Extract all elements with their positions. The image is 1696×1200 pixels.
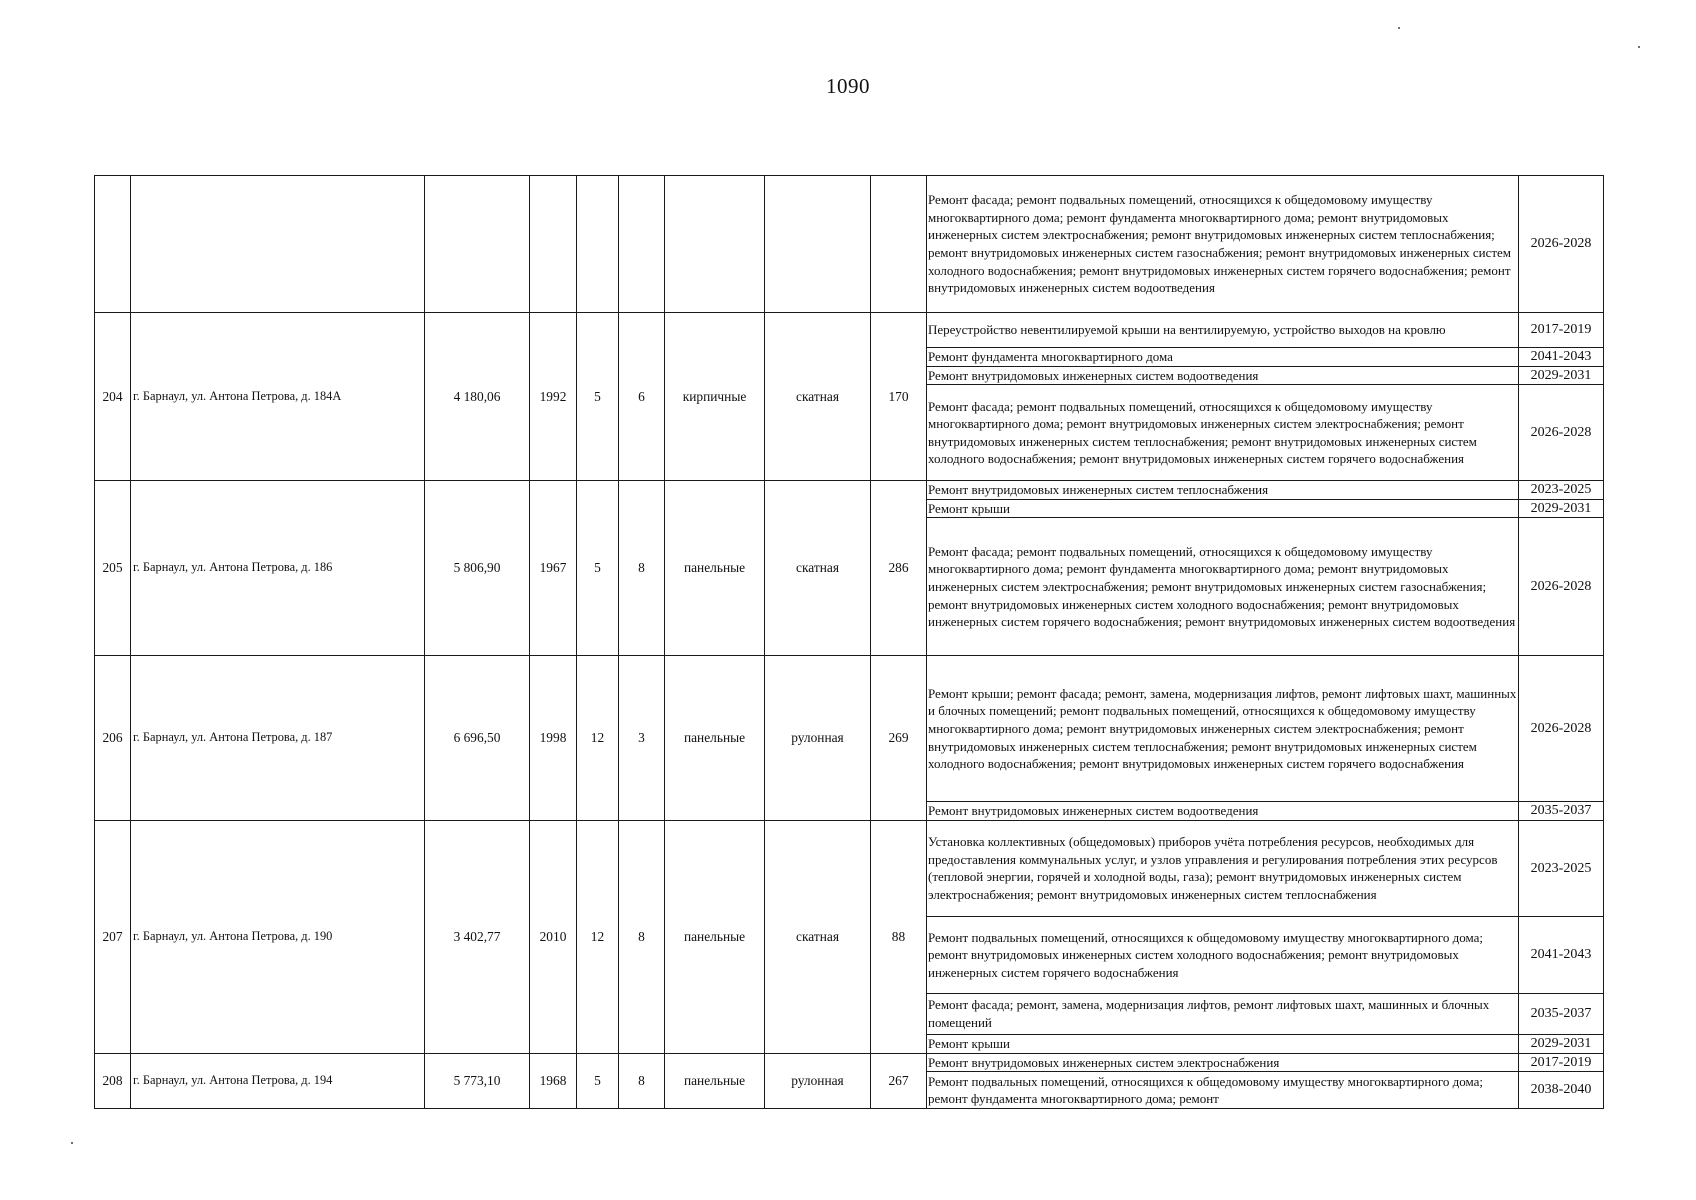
- year-built-cell: 1968: [530, 1053, 577, 1109]
- wall-material-cell: [665, 176, 765, 313]
- residents-cell: 267: [871, 1053, 927, 1109]
- work-period-cell: 2029-2031: [1519, 1034, 1604, 1053]
- row-number-cell: 208: [95, 1053, 131, 1109]
- address-cell: г. Барнаул, ул. Антона Петрова, д. 184А: [131, 313, 425, 481]
- total-area-cell: [425, 176, 530, 313]
- work-description-cell: Ремонт подвальных помещений, относящихся к общедомовому имуществу многоквартирного дома; ремонт фундамента многоквартирного дома; ремонт: [927, 1072, 1519, 1109]
- roof-type-cell: [765, 176, 871, 313]
- wall-material-cell: панельные: [665, 481, 765, 656]
- work-period-cell: 2017-2019: [1519, 1053, 1604, 1072]
- year-built-cell: 1998: [530, 656, 577, 821]
- floors-cell: 12: [577, 820, 619, 1053]
- row-number-cell: 207: [95, 820, 131, 1053]
- address-cell: г. Барнаул, ул. Антона Петрова, д. 186: [131, 481, 425, 656]
- work-description-cell: Ремонт крыши; ремонт фасада; ремонт, замена, модернизация лифтов, ремонт лифтовых шахт, машинных и блочных помещений; ремонт подвальных помещений, относящихся к общедомовому имуществу многоквартирного дома; ремонт внутридомовых инженерных систем электроснабжения; ремонт внутридомовых инженерных систем теплоснабжения; ремонт внутридомовых инженерных систем холодного водоснабжения; ремонт внутридомовых инженерных систем горячего водоснабжения: [927, 656, 1519, 802]
- roof-type-cell: скатная: [765, 820, 871, 1053]
- year-built-cell: 1992: [530, 313, 577, 481]
- residents-cell: 286: [871, 481, 927, 656]
- address-cell: г. Барнаул, ул. Антона Петрова, д. 194: [131, 1053, 425, 1109]
- entrances-cell: 8: [619, 820, 665, 1053]
- wall-material-cell: панельные: [665, 656, 765, 821]
- scan-speck: [1638, 46, 1640, 48]
- row-number-cell: [95, 176, 131, 313]
- address-cell: [131, 176, 425, 313]
- work-description-cell: Ремонт внутридомовых инженерных систем водоотведения: [927, 366, 1519, 385]
- total-area-cell: 5 806,90: [425, 481, 530, 656]
- roof-type-cell: скатная: [765, 481, 871, 656]
- work-description-cell: Ремонт крыши: [927, 1034, 1519, 1053]
- house-row: [95, 656, 1604, 802]
- work-description-cell: Ремонт внутридомовых инженерных систем теплоснабжения: [927, 481, 1519, 500]
- work-period-cell: 2026-2028: [1519, 385, 1604, 481]
- floors-cell: 12: [577, 656, 619, 821]
- work-description-cell: Ремонт фасада; ремонт, замена, модернизация лифтов, ремонт лифтовых шахт, машинных и блочных помещений: [927, 993, 1519, 1034]
- total-area-cell: 6 696,50: [425, 656, 530, 821]
- work-period-cell: 2023-2025: [1519, 481, 1604, 500]
- address-cell: г. Барнаул, ул. Антона Петрова, д. 190: [131, 820, 425, 1053]
- total-area-cell: 3 402,77: [425, 820, 530, 1053]
- floors-cell: 5: [577, 481, 619, 656]
- entrances-cell: 8: [619, 1053, 665, 1109]
- work-period-cell: 2026-2028: [1519, 656, 1604, 802]
- floors-cell: 5: [577, 1053, 619, 1109]
- house-row: [95, 820, 1604, 916]
- work-period-cell: 2026-2028: [1519, 518, 1604, 656]
- capital-repair-table: [94, 175, 1604, 1109]
- work-description-cell: Ремонт фасада; ремонт подвальных помещений, относящихся к общедомовому имуществу многоквартирного дома; ремонт фундамента многоквартирного дома; ремонт внутридомовых инженерных систем электроснабжения; ремонт внутридомовых инженерных систем теплоснабжения; ремонт внутридомовых инженерных систем газоснабжения; ремонт внутридомовых инженерных систем холодного водоснабжения; ремонт внутридомовых инженерных систем горячего водоснабжения; ремонт внутридомовых инженерных систем водоотведения: [927, 176, 1519, 313]
- work-description-cell: Ремонт фасада; ремонт подвальных помещений, относящихся к общедомовому имуществу многоквартирного дома; ремонт внутридомовых инженерных систем электроснабжения; ремонт внутридомовых инженерных систем теплоснабжения; ремонт внутридомовых инженерных систем холодного водоснабжения; ремонт внутридомовых инженерных систем горячего водоснабжения: [927, 385, 1519, 481]
- work-description-cell: Установка коллективных (общедомовых) приборов учёта потребления ресурсов, необходимых для предоставления коммунальных услуг, и узлов управления и регулирования потребления этих ресурсов (тепловой энергии, горячей и холодной воды, газа); ремонт внутридомовых инженерных систем электроснабжения; ремонт внутридомовых инженерных систем теплоснабжения: [927, 820, 1519, 916]
- wall-material-cell: панельные: [665, 820, 765, 1053]
- house-row: [95, 176, 1604, 313]
- work-description-cell: Ремонт внутридомовых инженерных систем электроснабжения: [927, 1053, 1519, 1072]
- entrances-cell: 8: [619, 481, 665, 656]
- house-row: [95, 481, 1604, 500]
- entrances-cell: 6: [619, 313, 665, 481]
- entrances-cell: 3: [619, 656, 665, 821]
- roof-type-cell: рулонная: [765, 1053, 871, 1109]
- house-row: [95, 313, 1604, 348]
- work-description-cell: Переустройство невентилируемой крыши на вентилируемую, устройство выходов на кровлю: [927, 313, 1519, 348]
- roof-type-cell: скатная: [765, 313, 871, 481]
- work-description-cell: Ремонт фасада; ремонт подвальных помещений, относящихся к общедомовому имуществу многоквартирного дома; ремонт фундамента многоквартирного дома; ремонт внутридомовых инженерных систем электроснабжения; ремонт внутридомовых инженерных систем газоснабжения; ремонт внутридомовых инженерных систем холодного водоснабжения; ремонт внутридомовых инженерных систем горячего водоснабжения; ремонт внутридомовых инженерных систем водоотведения: [927, 518, 1519, 656]
- scan-speck: [1398, 27, 1400, 29]
- total-area-cell: 4 180,06: [425, 313, 530, 481]
- work-description-cell: Ремонт фундамента многоквартирного дома: [927, 348, 1519, 367]
- residents-cell: [871, 176, 927, 313]
- work-description-cell: Ремонт подвальных помещений, относящихся к общедомовому имуществу многоквартирного дома; ремонт внутридомовых инженерных систем холодного водоснабжения; ремонт внутридомовых инженерных систем горячего водоснабжения: [927, 916, 1519, 993]
- work-period-cell: 2038-2040: [1519, 1072, 1604, 1109]
- work-description-cell: Ремонт внутридомовых инженерных систем водоотведения: [927, 802, 1519, 821]
- floors-cell: 5: [577, 313, 619, 481]
- wall-material-cell: панельные: [665, 1053, 765, 1109]
- work-period-cell: 2029-2031: [1519, 499, 1604, 518]
- work-period-cell: 2041-2043: [1519, 916, 1604, 993]
- work-period-cell: 2035-2037: [1519, 993, 1604, 1034]
- work-period-cell: 2029-2031: [1519, 366, 1604, 385]
- address-cell: г. Барнаул, ул. Антона Петрова, д. 187: [131, 656, 425, 821]
- work-period-cell: 2017-2019: [1519, 313, 1604, 348]
- residents-cell: 170: [871, 313, 927, 481]
- entrances-cell: [619, 176, 665, 313]
- wall-material-cell: кирпичные: [665, 313, 765, 481]
- total-area-cell: 5 773,10: [425, 1053, 530, 1109]
- row-number-cell: 206: [95, 656, 131, 821]
- work-period-cell: 2035-2037: [1519, 802, 1604, 821]
- residents-cell: 88: [871, 820, 927, 1053]
- year-built-cell: [530, 176, 577, 313]
- page-number: 1090: [826, 74, 870, 98]
- year-built-cell: 1967: [530, 481, 577, 656]
- residents-cell: 269: [871, 656, 927, 821]
- house-row: [95, 1053, 1604, 1072]
- roof-type-cell: рулонная: [765, 656, 871, 821]
- work-period-cell: 2041-2043: [1519, 348, 1604, 367]
- row-number-cell: 204: [95, 313, 131, 481]
- work-description-cell: Ремонт крыши: [927, 499, 1519, 518]
- floors-cell: [577, 176, 619, 313]
- scan-speck: [71, 1142, 73, 1144]
- work-period-cell: 2023-2025: [1519, 820, 1604, 916]
- year-built-cell: 2010: [530, 820, 577, 1053]
- table-body: [95, 176, 1604, 1109]
- row-number-cell: 205: [95, 481, 131, 656]
- work-period-cell: 2026-2028: [1519, 176, 1604, 313]
